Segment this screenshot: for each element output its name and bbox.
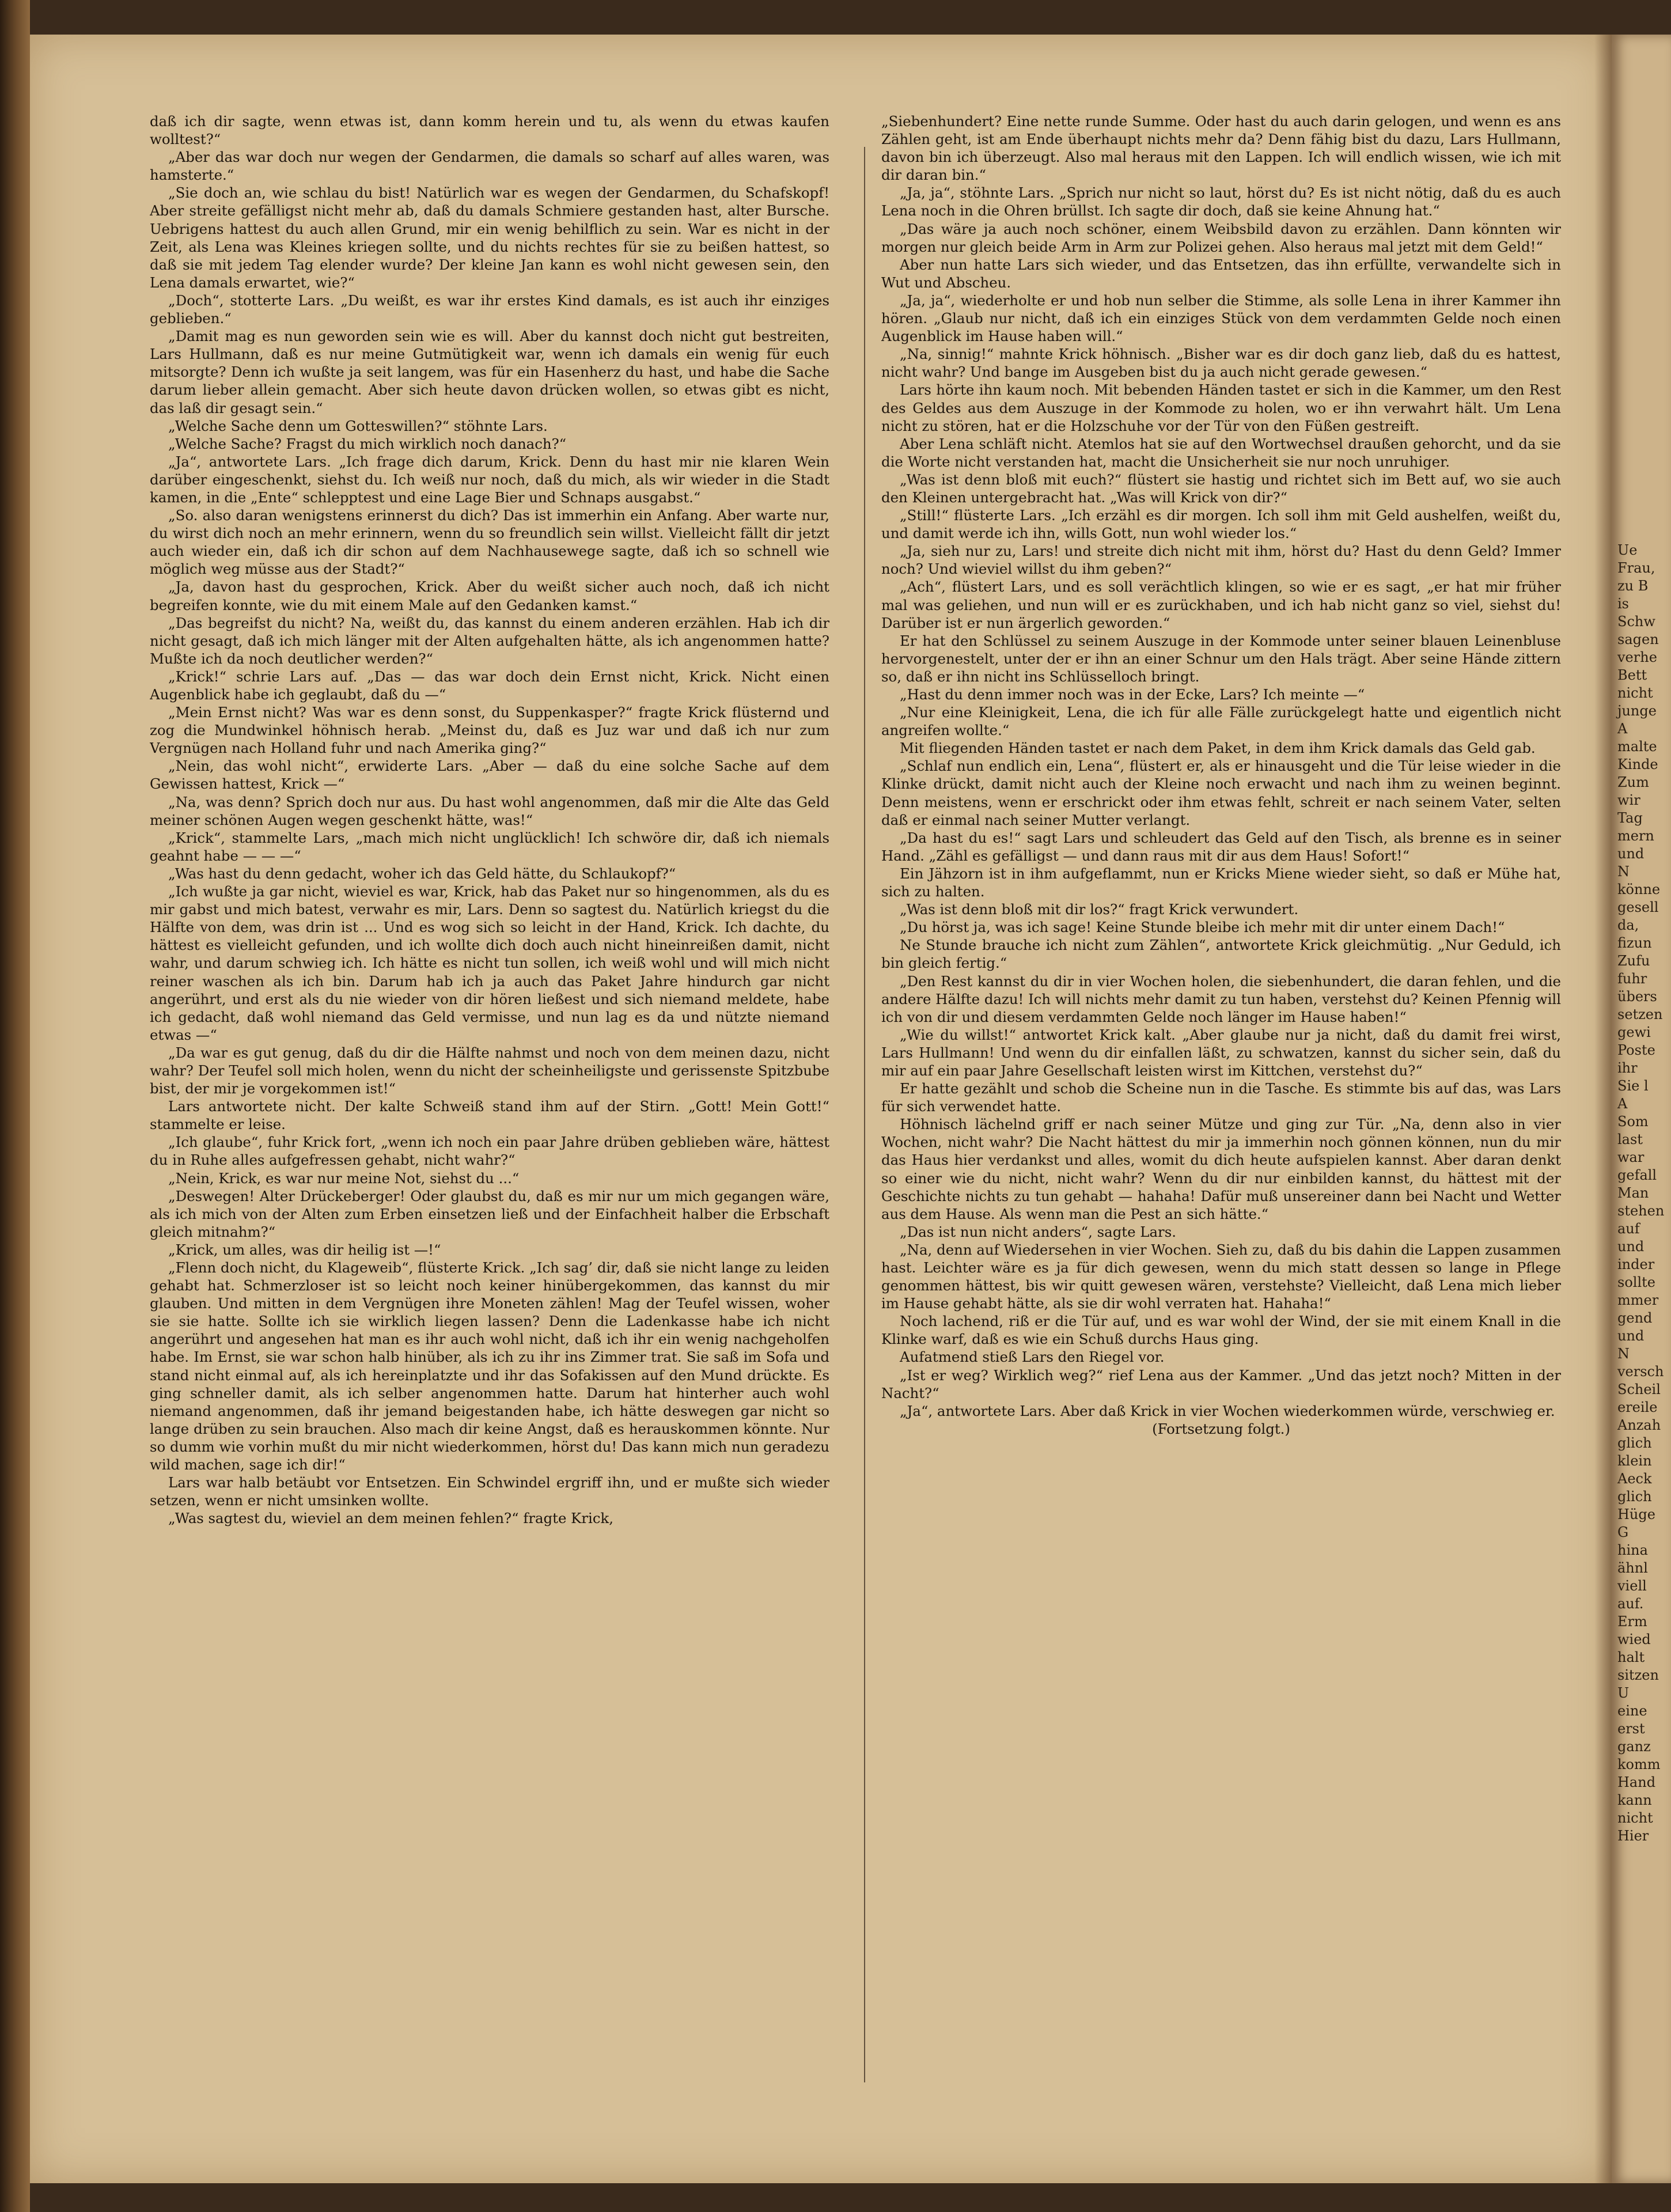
- fragment-line: versch: [1617, 1363, 1664, 1380]
- paragraph: „Das begreifst du nicht? Na, weißt du, das kannst du einem anderen erzählen. Hab ich dir nicht gesagt, daß ich mich länger mit der Alten aufgehalten hätte, als ich angenommen hatte? Mußte ich da noch deutlicher werden?“: [150, 614, 829, 667]
- fragment-line: Kinde: [1617, 756, 1658, 772]
- fragment-line: last: [1617, 1131, 1643, 1147]
- fragment-line: und: [1617, 846, 1645, 862]
- fragment-line: ihr: [1617, 1060, 1638, 1076]
- fragment-line: viell: [1617, 1578, 1647, 1594]
- paragraph: „Welche Sache? Fragst du mich wirklich noch danach?“: [168, 435, 567, 452]
- fragment-line: gewi: [1617, 1024, 1651, 1040]
- column-rule: [864, 147, 865, 2082]
- fragment-line: inder: [1617, 1256, 1655, 1272]
- paragraph: „Ja, ja“, stöhnte Lars. „Sprich nur nicht so laut, hörst du? Es ist nicht nötig, daß du es auch Lena noch in die Ohren brüllst. Ich sagte dir doch, daß sie keine Ahnung hat.“: [881, 184, 1561, 219]
- paragraph: Er hat den Schlüssel zu seinem Auszuge in der Kommode unter seiner blauen Leinenbluse hervorgenestelt, unter der er ihn an einer Schnur um den Hals trägt. Aber seine Hände zittern so, daß er ihn nicht ins Schlüsselloch bringt.: [881, 632, 1561, 685]
- paragraph: „Was ist denn bloß mit euch?“ flüstert sie hastig und richtet sich im Bett auf, wo sie auch den Kleinen untergebracht hat. „Was will Krick von dir?“: [881, 471, 1561, 506]
- paragraph: „Na, was denn? Sprich doch nur aus. Du hast wohl angenommen, daß mir die Alte das Geld meiner schönen Augen wegen geschenkt hätte, was!“: [150, 793, 829, 828]
- fragment-line: hina: [1617, 1542, 1648, 1558]
- fragment-line: übers: [1617, 988, 1657, 1005]
- text-column-left: [150, 112, 829, 2082]
- fragment-line: könne: [1617, 881, 1661, 897]
- fragment-line: sagen: [1617, 631, 1659, 647]
- paragraph: „Sie doch an, wie schlau du bist! Natürlich war es wegen der Gendarmen, du Schafskopf! Aber streite gefälligst nicht mehr ab, daß du damals Schmiere gestanden hast, alter Bursche. Uebrigens hattest du auch allen Grund, mir ein wenig behilflich zu sein. War es nicht in der Zeit, als Lena was Kleines kriegen sollte, und du nichts rechtes für sie zu beißen hattest, so daß sie mit jedem Tag elender wurde? Der kleine Jan kann es wohl nicht gewesen sein, den Lena damals erwartet, wie?“: [150, 184, 829, 291]
- fragment-line: klein: [1617, 1453, 1652, 1469]
- fragment-line: Sie l: [1617, 1078, 1649, 1094]
- paragraph: „Mein Ernst nicht? Was war es denn sonst, du Suppenkasper?“ fragte Krick flüsternd und zog die Mundwinkel höhnisch herab. „Meinst du, daß es Juz war und daß ich nur zum Vergnügen nach Holland fuhr und nach Amerika ging?“: [150, 704, 829, 757]
- paragraph: Lars hörte ihn kaum noch. Mit bebenden Händen tastet er sich in die Kammer, um den Rest des Geldes aus dem Auszuge in der Kommode zu holen, wo er ihn verwahrt hält. Um Lena nicht zu stören, hat er die Holzschuhe vor der Tür von den Füßen gestreift.: [881, 381, 1561, 434]
- fragment-line: und: [1617, 1238, 1645, 1255]
- fragment-line: Poste: [1617, 1042, 1655, 1058]
- fragment-line: Scheil: [1617, 1381, 1661, 1397]
- paragraph: „Hast du denn immer noch was in der Ecke, Lars? Ich meinte —“: [900, 686, 1365, 703]
- paragraph: „Du hörst ja, was ich sage! Keine Stunde bleibe ich mehr mit dir unter einem Dach!“: [900, 919, 1505, 936]
- fragment-line: nicht: [1617, 685, 1653, 701]
- fragment-line: gefall: [1617, 1167, 1657, 1183]
- fragment-line: Zufu: [1617, 953, 1650, 969]
- fragment-line: verhe: [1617, 649, 1657, 665]
- paragraph: „Krick!“ schrie Lars auf. „Das — das war doch dein Ernst nicht, Krick. Nicht einen Augenblick habe ich geglaubt, daß du —“: [150, 668, 829, 703]
- paragraph: „Nein, das wohl nicht“, erwiderte Lars. „Aber — daß du eine solche Sache auf dem Gewissen hattest, Krick —“: [150, 757, 829, 793]
- paragraph: „Da war es gut genug, daß du dir die Hälfte nahmst und noch von dem meinen dazu, nicht wahr? Der Teufel soll mich holen, wenn du nicht der scheinheiligste und gerissenste Spitzbube bist, der mir je vorgekommen ist!“: [150, 1044, 829, 1097]
- fragment-line: Hand: [1617, 1774, 1656, 1790]
- fragment-line: ganz: [1617, 1738, 1651, 1755]
- paragraph: Lars antwortete nicht. Der kalte Schweiß stand ihm auf der Stirn. „Gott! Mein Gott!“ stammelte er leise.: [150, 1098, 829, 1133]
- adjacent-page-text: [1617, 541, 1671, 1845]
- fragment-line: G: [1617, 1524, 1629, 1540]
- paragraph: Mit fliegenden Händen tastet er nach dem Paket, in dem ihm Krick damals das Geld gab.: [900, 740, 1536, 757]
- paragraph: „Das wäre ja auch noch schöner, einem Weibsbild davon zu erzählen. Dann könnten wir morgen nur gleich beide Arm in Arm zur Polizei gehen. Also heraus mal jetzt mit dem Geld!“: [881, 220, 1561, 255]
- fragment-line: stehen: [1617, 1203, 1665, 1219]
- gutter-shadow: [1594, 35, 1612, 2183]
- fragment-line: auf.: [1617, 1596, 1644, 1612]
- paragraph: „Welche Sache denn um Gotteswillen?“ stöhnte Lars.: [168, 417, 548, 434]
- fragment-line: ereile: [1617, 1399, 1658, 1415]
- paragraph: „Krick, um alles, was dir heilig ist —!“: [168, 1241, 441, 1258]
- paragraph: „Nein, Krick, es war nur meine Not, siehst du ...“: [168, 1169, 520, 1187]
- book-binding: [0, 0, 30, 2212]
- fragment-line: N: [1617, 863, 1630, 880]
- paragraph: „Was hast du denn gedacht, woher ich das Geld hätte, du Schlaukopf?“: [168, 865, 676, 882]
- fragment-line: sollte: [1617, 1274, 1655, 1290]
- paragraph: Aber Lena schläft nicht. Atemlos hat sie auf den Wortwechsel draußen gehorcht, und da sie die Worte nicht verstanden hat, macht die Unsicherheit sie nur noch unruhiger.: [881, 435, 1561, 470]
- fragment-line: Tag: [1617, 810, 1643, 826]
- paragraph: „Flenn doch nicht, du Klageweib“, flüsterte Krick. „Ich sag’ dir, daß sie nicht lange zu leiden gehabt hat. Schmerzloser ist so leicht noch keiner hinübergekommen, das kannst du mir glauben. Und mitten in dem Vergnügen ihre Moneten zählen! Mag der Teufel wissen, woher sie sie hatte. Sollte ich sie wirklich liegen lassen? Denn die Ladenkasse habe ich nicht angerührt und angesehen hat man es ihr auch wohl nicht, daß ich ihr ein wenig nachgeholfen habe. Im Ernst, sie war schon halb hinüber, als ich zu ihr ins Zimmer trat. Sie saß im Sofa und stand nicht einmal auf, als ich hereinplatzte und ihr das Sofakissen auf den Mund drückte. Es ging schneller damit, als ich selber angenommen hatte. Darum hat hinterher auch wohl niemand angenommen, daß ihr jemand beigestanden habe, ich hätte deswegen gar nicht so lange drüben zu sein brauchen. Also mach dir keine Angst, daß es herauskommen könnte. Nur so dumm wie vorhin mußt du mir nicht wiederkommen, hörst du! Das kann mich nun geradezu wild machen, sage ich dir!“: [150, 1259, 829, 1474]
- paragraph: „Ach“, flüstert Lars, und es soll verächtlich klingen, so wie er es sagt, „er hat mir früher mal was geliehen, und nun will er es zurückhaben, und ich hab nicht ganz so viel, siehst du! Darüber ist er nun ärgerlich geworden.“: [881, 578, 1561, 631]
- fragment-line: Aeck: [1617, 1471, 1652, 1487]
- paragraph: „Ja, ja“, wiederholte er und hob nun selber die Stimme, als solle Lena in ihrer Kammer ihn hören. „Glaub nur nicht, daß ich ein einziges Stück von dem verdammten Gelde noch einen Augenblick im Hause haben will.“: [881, 291, 1561, 345]
- paragraph: „Deswegen! Alter Drückeberger! Oder glaubst du, daß es mir nur um mich gegangen wäre, als ich mich von der Alten zum Erben einsetzen ließ und der Einfachheit halber die Erbschaft gleich mitnahm?“: [150, 1187, 829, 1240]
- fragment-line: Schw: [1617, 613, 1655, 630]
- fragment-line: und: [1617, 1328, 1645, 1344]
- paragraph: „Ich glaube“, fuhr Krick fort, „wenn ich noch ein paar Jahre drüben geblieben wäre, hättest du in Ruhe alles aufgefressen gehabt, nicht wahr?“: [150, 1134, 829, 1169]
- fragment-line: komm: [1617, 1756, 1661, 1772]
- fragment-line: Frau,: [1617, 560, 1655, 576]
- paragraph: Ein Jähzorn ist in ihm aufgeflammt, nun er Kricks Miene wieder sieht, so daß er Mühe hat, sich zu halten.: [881, 865, 1561, 900]
- paragraph: „Siebenhundert? Eine nette runde Summe. Oder hast du auch darin gelogen, und wenn es ans Zählen geht, ist am Ende überhaupt nichts mehr da? Denn fähig bist du dazu, Lars Hullmann, davon bin ich überzeugt. Also mal heraus mit den Lappen. Ich will endlich wissen, wie ich mit dir daran bin.“: [881, 113, 1561, 184]
- fragment-line: erst: [1617, 1721, 1645, 1737]
- fragment-line: Som: [1617, 1113, 1649, 1130]
- paragraph: daß ich dir sagte, wenn etwas ist, dann komm herein und tu, als wenn du etwas kaufen wolltest?“: [150, 113, 829, 148]
- fragment-line: Hier: [1617, 1828, 1649, 1844]
- text-column-right: [881, 112, 1561, 2082]
- fragment-line: junge: [1617, 703, 1657, 719]
- fragment-line: sitzen: [1617, 1667, 1659, 1683]
- fragment-line: da,: [1617, 917, 1639, 933]
- paragraph: „Ist er weg? Wirklich weg?“ rief Lena aus der Kammer. „Und das jetzt noch? Mitten in der Nacht?“: [881, 1366, 1561, 1402]
- paragraph: „Aber das war doch nur wegen der Gendarmen, die damals so scharf auf alles waren, was hamsterte.“: [150, 149, 829, 184]
- fragment-line: glich: [1617, 1488, 1652, 1505]
- fragment-line: fuhr: [1617, 971, 1647, 987]
- paragraph: „Ja, davon hast du gesprochen, Krick. Aber du weißt sicher auch noch, daß ich nicht begreifen konnte, wie du mit einem Male auf den Gedanken kamst.“: [150, 578, 829, 613]
- fragment-line: Zum: [1617, 774, 1649, 790]
- fragment-line: wied: [1617, 1631, 1651, 1647]
- fragment-line: Anzah: [1617, 1417, 1661, 1433]
- fragment-line: Ue: [1617, 542, 1638, 558]
- paragraph: „Doch“, stotterte Lars. „Du weißt, es war ihr erstes Kind damals, es ist auch ihr einziges geblieben.“: [150, 291, 829, 327]
- paragraph: Ne Stunde brauche ich nicht zum Zählen“, antwortete Krick gleichmütig. „Nur Geduld, ich bin gleich fertig.“: [881, 937, 1561, 972]
- fragment-line: setzen: [1617, 1006, 1663, 1022]
- fragment-line: N: [1617, 1346, 1630, 1362]
- fragment-line: zu B: [1617, 578, 1649, 594]
- paragraph: „Still!“ flüsterte Lars. „Ich erzähl es dir morgen. Ich soll ihm mit Geld aushelfen, weißt du, und damit werde ich ihn, wills Gott, nun wohl wieder los.“: [881, 507, 1561, 542]
- fragment-line: ähnl: [1617, 1560, 1648, 1576]
- fragment-line: glich: [1617, 1435, 1652, 1451]
- fragment-line: U: [1617, 1685, 1630, 1701]
- adjacent-page-edge: [1612, 35, 1671, 2183]
- fragment-line: fizun: [1617, 935, 1652, 951]
- paragraph: Lars war halb betäubt vor Entsetzen. Ein Schwindel ergriff ihn, und er mußte sich wieder setzen, wenn er nicht umsinken wollte.: [150, 1474, 829, 1509]
- fragment-line: Hüge: [1617, 1506, 1655, 1522]
- continuation-note: (Fortsetzung folgt.): [1152, 1420, 1290, 1437]
- fragment-line: A: [1617, 1096, 1628, 1112]
- fragment-line: war: [1617, 1149, 1645, 1165]
- fragment-line: Erm: [1617, 1613, 1647, 1630]
- paragraph: „Na, sinnig!“ mahnte Krick höhnisch. „Bisher war es dir doch ganz lieb, daß du es hattest, nicht wahr? Und bange im Ausgeben bist du ja auch nicht gerade gewesen.“: [881, 346, 1561, 381]
- fragment-line: wir: [1617, 792, 1640, 808]
- paragraph: „Ja“, antwortete Lars. Aber daß Krick in vier Wochen wiederkommen würde, verschwieg er.: [900, 1402, 1555, 1419]
- paragraph: Höhnisch lächelnd griff er nach seiner Mütze und ging zur Tür. „Na, denn also in vier Wochen, nicht wahr? Die Nacht hättest du mir ja immerhin noch gönnen können, nun du mir das Haus hier verdankst und alles, womit du dich heute aufspielen kannst. Aber daran denkt so einer wie du nicht, nicht wahr? Wenn du dir nur einbilden kannst, du hättest mit der Geschichte nichts zu tun gehabt — hahaha! Dafür muß unsereiner dann bei Nacht und Wetter aus dem Hause. Als wenn man die Pest an sich hätte.“: [881, 1116, 1561, 1222]
- paragraph: „Das ist nun nicht anders“, sagte Lars.: [900, 1223, 1176, 1240]
- paragraph: „Ja“, antwortete Lars. „Ich frage dich darum, Krick. Denn du hast mir nie klaren Wein darüber eingeschenkt, siehst du. Ich weiß nur noch, daß du mich, als wir wieder in die Stadt kamen, in die „Ente“ schlepptest und eine Lage Bier und Schnaps ausgabst.“: [150, 453, 829, 506]
- fragment-line: mmer: [1617, 1292, 1659, 1308]
- paragraph: „Da hast du es!“ sagt Lars und schleudert das Geld auf den Tisch, als brenne es in seiner Hand. „Zähl es gefälligst — und dann raus mit dir aus dem Haus! Sofort!“: [881, 829, 1561, 864]
- fragment-line: is: [1617, 596, 1629, 612]
- fragment-line: auf: [1617, 1221, 1640, 1237]
- paragraph: „Ja, sieh nur zu, Lars! und streite dich nicht mit ihm, hörst du? Hast du denn Geld? Immer noch? Und wieviel willst du ihm geben?“: [881, 543, 1561, 578]
- fragment-line: kann: [1617, 1792, 1652, 1808]
- fragment-line: eine: [1617, 1703, 1647, 1719]
- fragment-line: A: [1617, 721, 1628, 737]
- paragraph: „Damit mag es nun geworden sein wie es will. Aber du kannst doch nicht gut bestreiten, Lars Hullmann, daß es nur meine Gutmütigkeit war, wenn ich damals ein wenig für euch mitsorgte? Denn ich wußte ja seit langem, was für ein Hasenherz du hast, und habe die Sache darum lieber allein gemacht. Aber sich heute davon drücken wollen, so etwas gibt es nicht, das laß dir gesagt sein.“: [150, 328, 829, 416]
- fragment-line: malte: [1617, 738, 1657, 755]
- paragraph: „So. also daran wenigstens erinnerst du dich? Das ist immerhin ein Anfang. Aber warte nur, du wirst dich noch an mehr erinnern, wenn du so freundlich sein willst. Vielleicht fällt dir jetzt auch wieder ein, daß ich dir schon auf dem Nachhausewege sagte, daß ich so schnell wie möglich weg müsse aus der Stadt?“: [150, 507, 829, 578]
- paragraph: „Na, denn auf Wiedersehen in vier Wochen. Sieh zu, daß du bis dahin die Lappen zusammen hast. Leichter wäre es ja für dich gewesen, wenn du mich statt dessen so lange in Pflege genommen hättest, bis wir quitt gewesen wären, verstehste? Vielleicht, daß Lena mich lieber im Hause gehabt hätte, als sie dir wohl verraten hat. Hahaha!“: [881, 1241, 1561, 1312]
- fragment-line: gesell: [1617, 899, 1659, 915]
- fragment-line: nicht: [1617, 1810, 1653, 1826]
- paragraph: „Den Rest kannst du dir in vier Wochen holen, die siebenhundert, die daran fehlen, und die andere Hälfte dazu! Ich will nichts mehr damit zu tun haben, verstehst du? Keinen Pfennig will ich von dir und diesem verdammten Gelde noch länger im Hause haben!“: [881, 972, 1561, 1025]
- paragraph: „Wie du willst!“ antwortet Krick kalt. „Aber glaube nur ja nicht, daß du damit frei wirst, Lars Hullmann! Und wenn du dir einfallen läßt, zu schwatzen, kannst du sicher sein, daß du mir auf ein paar Jahre Gesellschaft leisten wirst im Kittchen, verstehst du?“: [881, 1026, 1561, 1079]
- fragment-line: halt: [1617, 1649, 1645, 1665]
- paragraph: „Schlaf nun endlich ein, Lena“, flüstert er, als er hinausgeht und die Tür leise wieder in die Klinke drückt, damit nicht auch der Kleine noch erwacht und nach ihm zu weinen beginnt. Denn meistens, wenn er erschrickt oder ihm etwas fehlt, schreit er nach seinem Vater, selten daß er einmal nach seiner Mutter verlangt.: [881, 757, 1561, 828]
- fragment-line: Bett: [1617, 667, 1647, 683]
- paragraph: „Krick“, stammelte Lars, „mach mich nicht unglücklich! Ich schwöre dir, daß ich niemals geahnt habe — — —“: [150, 829, 829, 864]
- paragraph: Er hatte gezählt und schob die Scheine nun in die Tasche. Es stimmte bis auf das, was Lars für sich verwendet hatte.: [881, 1080, 1561, 1115]
- fragment-line: Man: [1617, 1185, 1649, 1201]
- paragraph: „Nur eine Kleinigkeit, Lena, die ich für alle Fälle zurückgelegt hatte und eigentlich nicht angreifen wollte.“: [881, 704, 1561, 739]
- fragment-line: gend: [1617, 1310, 1653, 1326]
- paragraph: „Was sagtest du, wieviel an dem meinen fehlen?“ fragte Krick,: [168, 1510, 614, 1527]
- paragraph: Aufatmend stieß Lars den Riegel vor.: [900, 1349, 1165, 1366]
- paragraph: Aber nun hatte Lars sich wieder, und das Entsetzen, das ihn erfüllte, verwandelte sich in Wut und Abscheu.: [881, 256, 1561, 291]
- paragraph: „Was ist denn bloß mit dir los?“ fragt Krick verwundert.: [900, 901, 1299, 918]
- paragraph: Noch lachend, riß er die Tür auf, und es war wohl der Wind, der sie mit einem Knall in die Klinke warf, daß es wie ein Schuß durchs Haus ging.: [881, 1313, 1561, 1348]
- paragraph: „Ich wußte ja gar nicht, wieviel es war, Krick, hab das Paket nur so hingenommen, als du es mir gabst und mich batest, verwahr es mir, Lars. Denn so sagtest du. Natürlich kriegst du die Hälfte von dem, was drin ist ... Und es wog sich so leicht in der Hand, Krick. Ich dachte, du hättest es vielleicht gefunden, und ich wollte dich doch auch nicht hineinreißen damit, nicht wahr, und darum schwieg ich. Ich hätte es nicht tun sollen, ich weiß wohl und will mich nicht reiner waschen als ich bin. Darum hab ich ja auch das Paket Jahre hindurch gar nicht angerührt, und erst als du nie wieder von dir hören ließest und sich niemand meldete, habe ich gedacht, daß wohl niemand das Geld vermisse, und nun lag es da und nützte niemand etwas —“: [150, 883, 829, 1043]
- fragment-line: mern: [1617, 828, 1654, 844]
